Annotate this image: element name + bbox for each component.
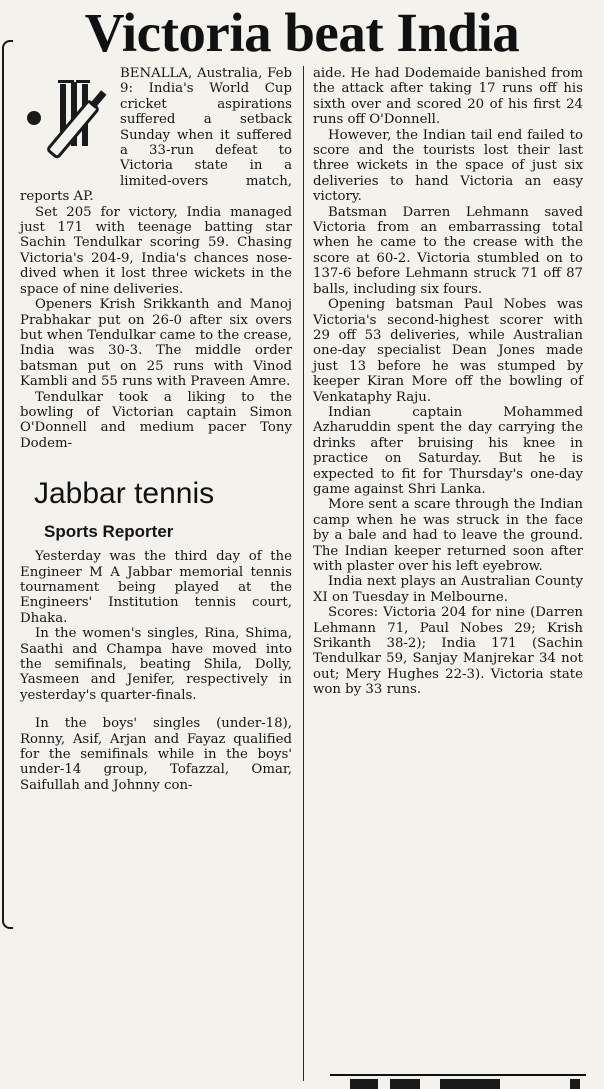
cricket-icon [20,72,112,178]
column-rule [303,66,304,1081]
byline: Sports Reporter [44,522,174,542]
article-paragraph: India next plays an Australian County XI on Tuesday in Melbourne. [313,574,583,605]
article-paragraph: In the boys' singles (under-18), Ronny, Asif, Arjan and Fayaz qualified for the semifinals while in the boys' under-14 group, Tofazzal, Omar, Saifullah and Johnny con- [20,716,292,793]
next-headline-fragment [350,1079,378,1089]
article-paragraph: Tendulkar took a liking to the bowling of Victorian captain Simon O'Donnell and medium pacer Tony Dodem- [20,389,292,451]
article-paragraph: More sent a scare through the Indian camp when he was struck in the face by a bale and had to leave the ground. The Indian keeper returned soon after with plaster over his left eyebrow. [313,497,583,574]
column-left [20,66,292,793]
headline: Victoria beat India [84,2,520,63]
subheadline: Jabbar tennis [34,477,215,511]
article-paragraph: In the women's singles, Rina, Shima, Saathi and Champa have moved into the semifinals, beating Shila, Dolly, Yasmeen and Jenifer, respectively in yesterday's quarter-finals. [20,626,292,703]
article-paragraph: aide. He had Dodemaide banished from the attack after taking 17 runs off his sixth over and scored 20 of his first 24 runs off O'Donnell. [313,66,583,128]
article-paragraph: Indian captain Mohammed Azharuddin spent the day carrying the drinks after bruising his knee in practice on Saturday. But he is expected to fit for Thursday's one-day game against Shri Lanka. [313,404,583,497]
article-paragraph: Opening batsman Paul Nobes was Victoria's second-highest scorer with 29 off 53 deliveries, while Australian one-day specialist Dean Jones made just 13 before he was stumped by keeper Kiran More off the bowling of Venkataphy Raju. [313,297,583,405]
article-paragraph: Yesterday was the third day of the Engineer M A Jabbar memorial tennis tournament being played at the Engineers' Institution tennis court, Dhaka. [20,549,292,626]
article-paragraph: However, the Indian tail end failed to score and the tourists lost their last three wickets in the space of just six deliveries to hand Victoria an easy victory. [313,127,583,205]
article-paragraph: Scores: Victoria 204 for nine (Darren Lehmann 71, Paul Nobes 29; Krish Srikanth 38-2); India 171 (Sachin Tendulkar 59, Sanjay Manjrekar 34 not out; Mery Hughes 22-3). Victoria state won by 33 runs. [313,605,583,698]
next-headline-fragment [440,1079,500,1089]
page-border [2,40,13,929]
article-paragraph: Openers Krish Srikkanth and Manoj Prabhakar put on 26-0 after six overs but when Tendulkar came to the crease, India was 30-3. The middle order batsman put on 25 runs with Vinod Kambli and 55 runs with Praveen Amre. [20,297,292,390]
article-paragraph: BENALLA, Australia, Feb 9: India's World Cup cricket aspirations suffered a setback Sunday when it suffered a 33-run defeat to Victoria state in a limited-overs match, reports AP. [20,66,292,205]
article-paragraph: Batsman Darren Lehmann saved Victoria from an embarrassing total when he came to the crease with the score at 60-2. Victoria stumbled on to 137-6 before Lehmann struck 71 off 87 balls, including six fours. [313,204,583,297]
article-paragraph: Set 205 for victory, India managed just 171 with teenage batting star Sachin Tendulkar scoring 59. Chasing Victoria's 204-9, India's chances nose-dived when it lost three wickets in the space of nine deliveries. [20,204,292,297]
next-headline-fragment [570,1079,580,1089]
column-right [313,66,583,698]
next-headline-fragment [390,1079,420,1089]
